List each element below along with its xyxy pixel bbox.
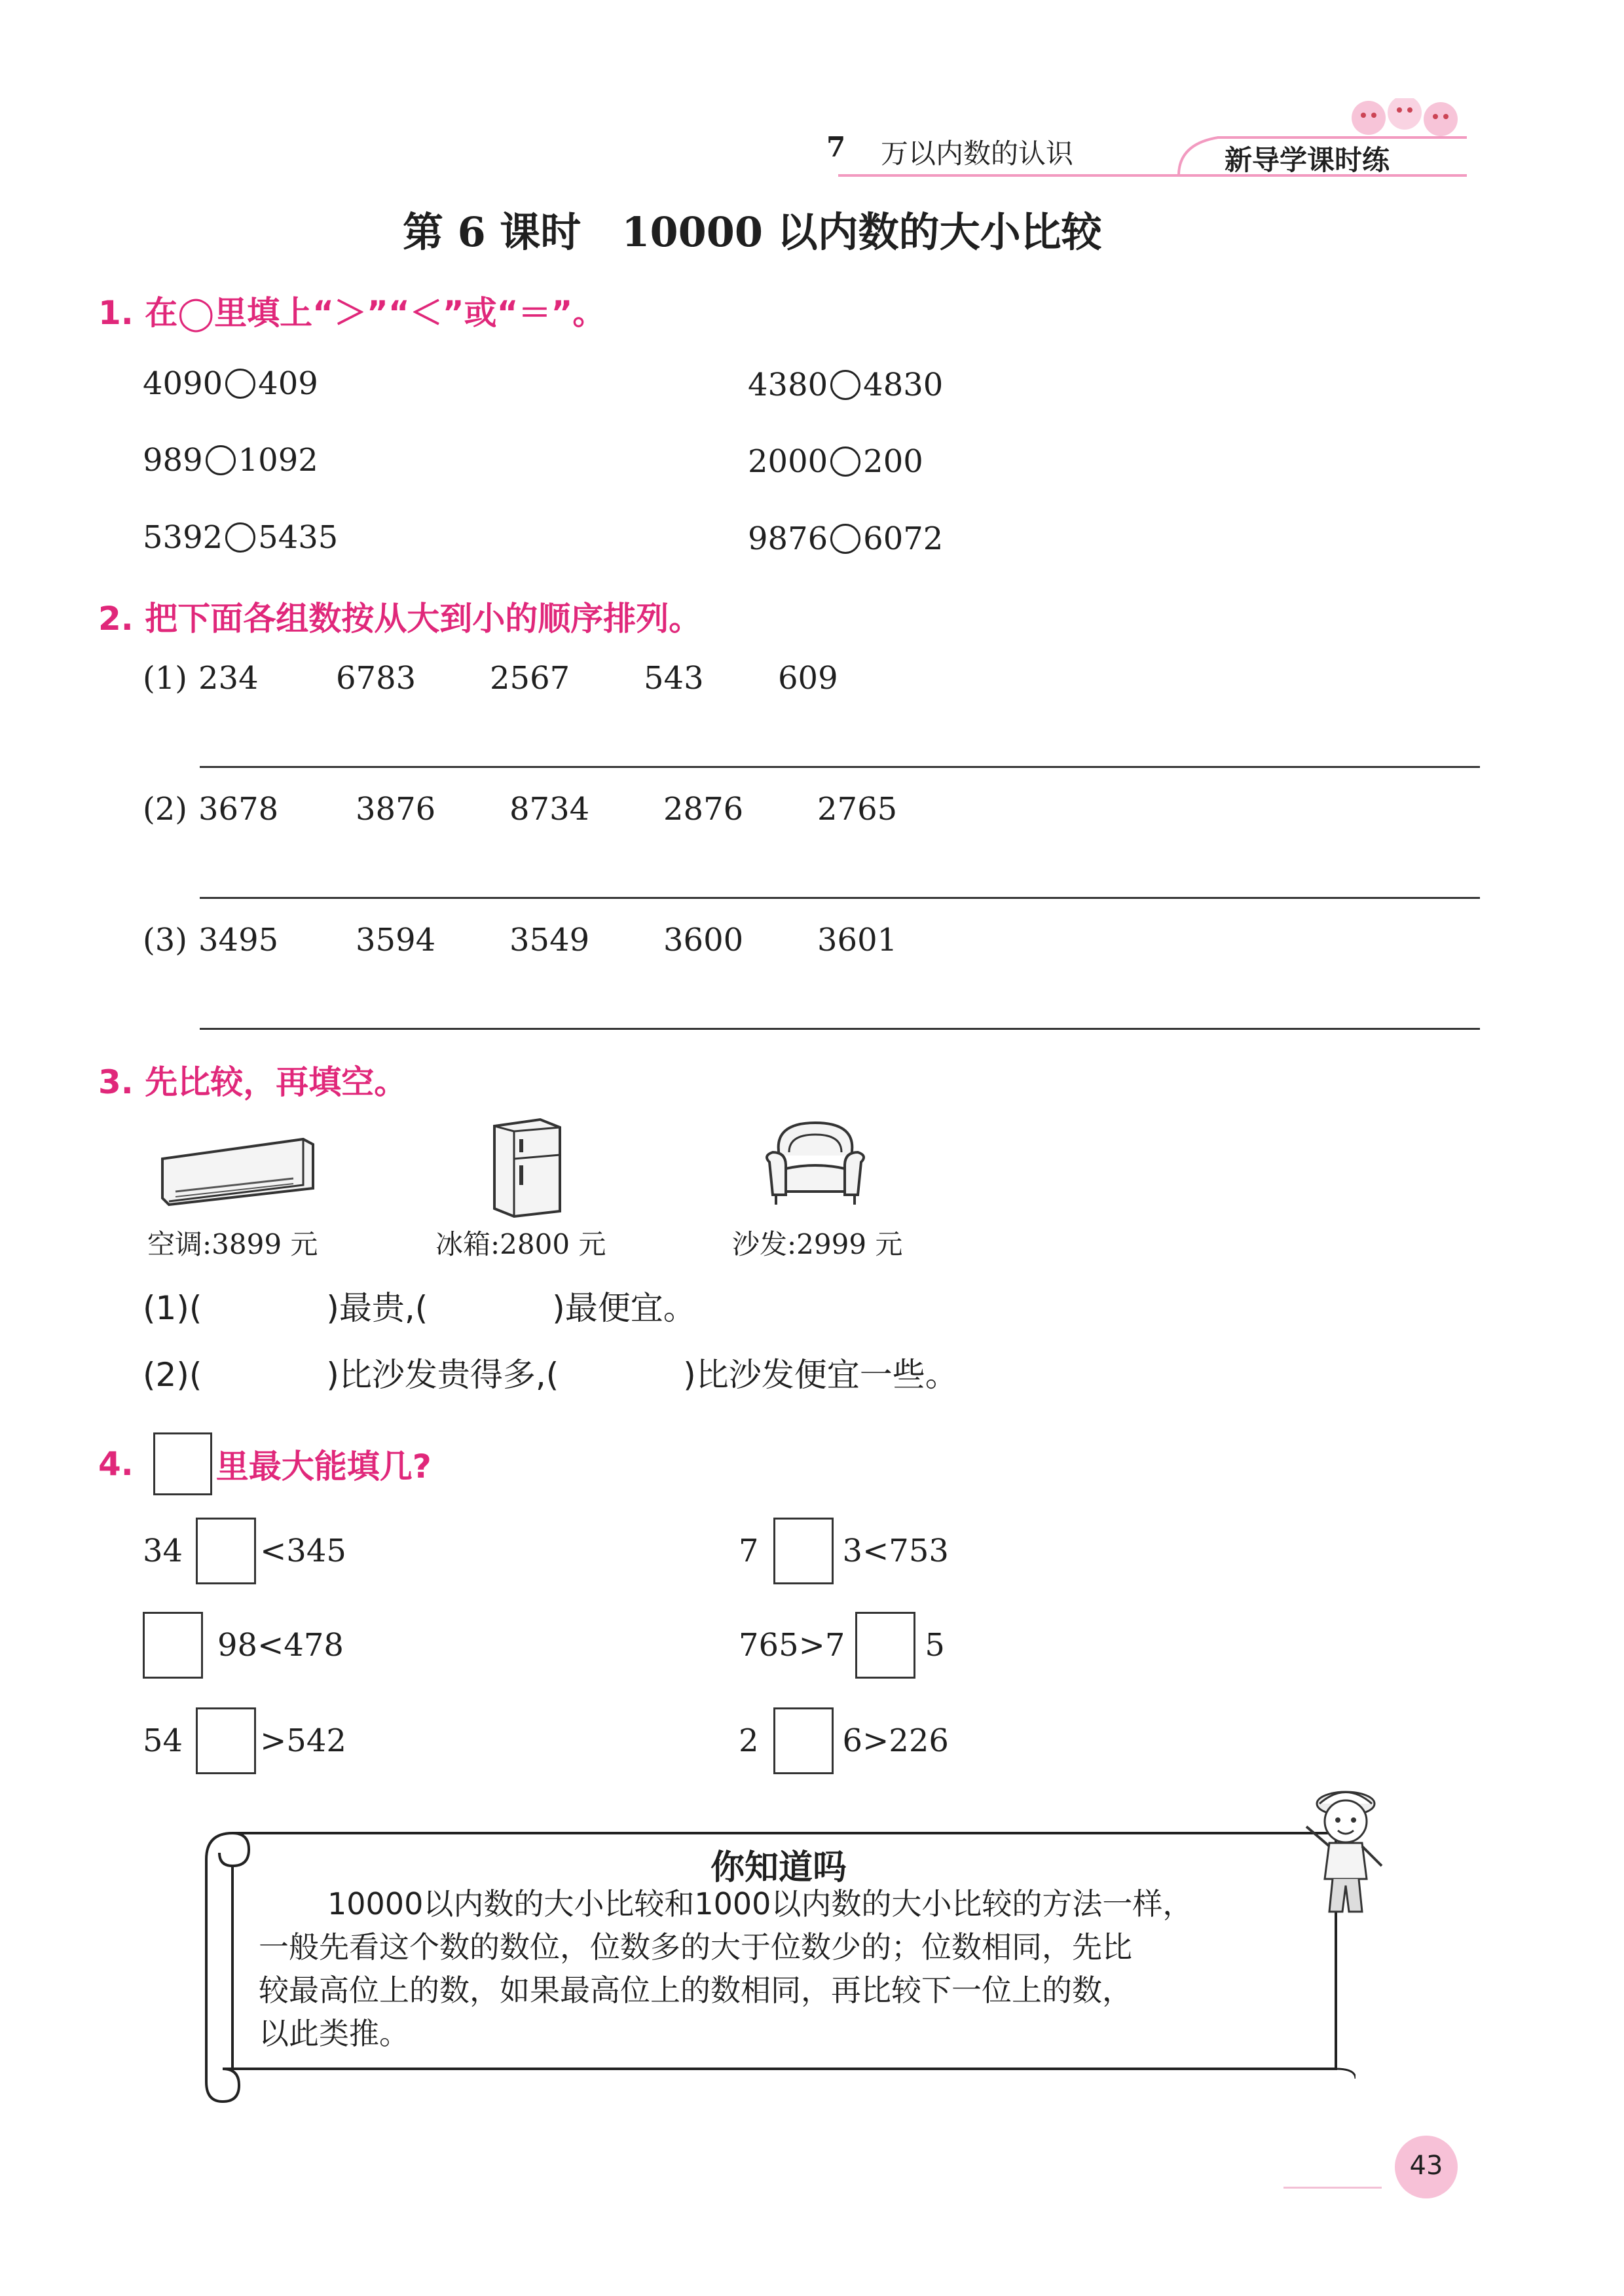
answer-box[interactable] [196,1518,256,1584]
group-number: 3876 [356,791,436,828]
q1-right: 5435 [258,519,339,556]
group-number: 8734 [509,791,590,828]
q4-before: 34 [143,1533,183,1569]
answer-circle[interactable] [830,370,860,400]
page-number-divider [1283,2187,1382,2189]
tip-title: 你知道吗 [710,1848,847,1887]
group-number: 2765 [817,791,898,828]
group-number: 3600 [663,922,744,958]
air-conditioner-icon [156,1133,320,1211]
example-box [153,1432,212,1495]
q2-group-2 [143,791,898,828]
q1-item-5 [143,519,338,556]
page-number: 43 [1409,2151,1443,2181]
q4-after: 98<478 [217,1627,344,1664]
blank-mid: )最贵,( [326,1289,428,1327]
q2-group-3 [143,922,898,958]
q4-after: 6>226 [842,1722,949,1759]
sofa-caption: 沙发:2999 元 [732,1228,903,1260]
group-number: 3601 [817,922,898,958]
q4-after: 3<753 [842,1533,949,1569]
blank-suffix: )最便宜。 [552,1289,696,1327]
q4-after: 5 [925,1627,945,1664]
brand-name: 新导学课时练 [1225,144,1390,176]
q3-blank-row-1 [143,1282,696,1329]
group-number: 543 [644,660,704,697]
chapter-title: 万以内数的认识 [881,137,1074,170]
tip-line: 一般先看这个数的数位，位数多的大于位数少的；位数相同，先比 [259,1929,1132,1965]
group-number: 3549 [509,922,590,958]
group-number: 6783 [336,660,416,697]
group-number: 3678 [198,791,279,828]
group-label: (2) [143,791,187,828]
q4-before: 54 [143,1722,183,1759]
answer-circle[interactable] [830,524,860,554]
blank-suffix: )比沙发便宜一些。 [683,1356,958,1394]
q1-item-1 [143,365,318,402]
q1-left: 4090 [143,365,223,402]
blank-prefix: (2)( [143,1356,202,1394]
blank-mid: )比沙发贵得多,( [326,1356,559,1394]
blank-prefix: (1)( [143,1289,202,1327]
q1-left: 4380 [748,367,828,403]
q1-right: 409 [258,365,318,402]
tip-line: 10000以内数的大小比较和1000以内数的大小比较的方法一样， [327,1886,1193,1922]
q4-item-6 [739,1707,949,1774]
refrigerator-icon [488,1113,566,1218]
q4-after: >542 [260,1722,346,1759]
answer-box[interactable] [143,1612,203,1679]
q4-title [98,1432,432,1495]
tip-line: 较最高位上的数，如果最高位上的数相同，再比较下一位上的数， [259,1973,1132,2008]
group-number: 609 [778,660,838,697]
q1-right: 200 [863,443,923,480]
q4-after: <345 [260,1533,346,1569]
group-label: (1) [143,660,187,697]
q4-before: 7 [739,1533,759,1569]
group-number: 3594 [356,922,436,958]
group-number: 2876 [663,791,744,828]
q2-title: 2. 把下面各组数按从大到小的顺序排列。 [98,600,702,638]
q2-group-1 [143,660,838,697]
answer-box[interactable] [773,1518,834,1584]
chapter-number: 7 [826,131,846,163]
q1-right: 6072 [863,520,944,557]
group-label: (3) [143,922,187,958]
group-number: 234 [198,660,259,697]
answer-circle[interactable] [830,446,860,477]
q1-item-2 [748,367,943,403]
group-number: 2567 [490,660,570,697]
answer-box[interactable] [196,1707,256,1774]
answer-box[interactable] [855,1612,915,1679]
answer-line-2[interactable] [200,897,1480,899]
q1-left: 5392 [143,519,223,556]
q4-item-4 [739,1612,945,1679]
page-title: 第 6 课时 10000 以内数的大小比较 [403,208,1102,256]
sofa-icon [760,1116,871,1214]
q1-left: 989 [143,442,203,479]
tip-body [259,1882,1333,2055]
children-faces-icon [1352,98,1458,136]
q4-before: 2 [739,1722,759,1759]
q3-blank-row-2 [143,1349,958,1396]
q4-item-2 [739,1518,949,1584]
answer-circle[interactable] [225,369,255,399]
q1-item-6 [748,520,943,557]
q1-title: 1. 在◯里填上“＞”“＜”或“＝”。 [98,294,606,332]
q1-right: 1092 [238,442,318,479]
q4-item-3 [143,1612,344,1679]
q4-before: 765>7 [739,1627,845,1664]
tip-line: 以此类推。 [259,2016,409,2051]
air-conditioner-caption: 空调:3899 元 [147,1228,318,1260]
refrigerator-caption: 冰箱:2800 元 [435,1228,606,1260]
q4-item-5 [143,1707,346,1774]
cartoon-boy-icon [1293,1781,1398,1925]
answer-line-3[interactable] [200,1028,1480,1030]
q1-left: 2000 [748,443,828,480]
group-number: 3495 [198,922,279,958]
q4-number: 4. [98,1445,134,1483]
q1-item-4 [748,443,923,480]
answer-box[interactable] [773,1707,834,1774]
q4-item-1 [143,1518,346,1584]
q1-right: 4830 [863,367,944,403]
q4-title-text: 里最大能填几? [215,1448,432,1485]
q3-title: 3. 先比较，再填空。 [98,1063,407,1101]
q1-left: 9876 [748,520,828,557]
answer-circle[interactable] [206,445,236,475]
q1-item-3 [143,442,318,479]
answer-line-1[interactable] [200,766,1480,768]
answer-circle[interactable] [225,522,255,553]
